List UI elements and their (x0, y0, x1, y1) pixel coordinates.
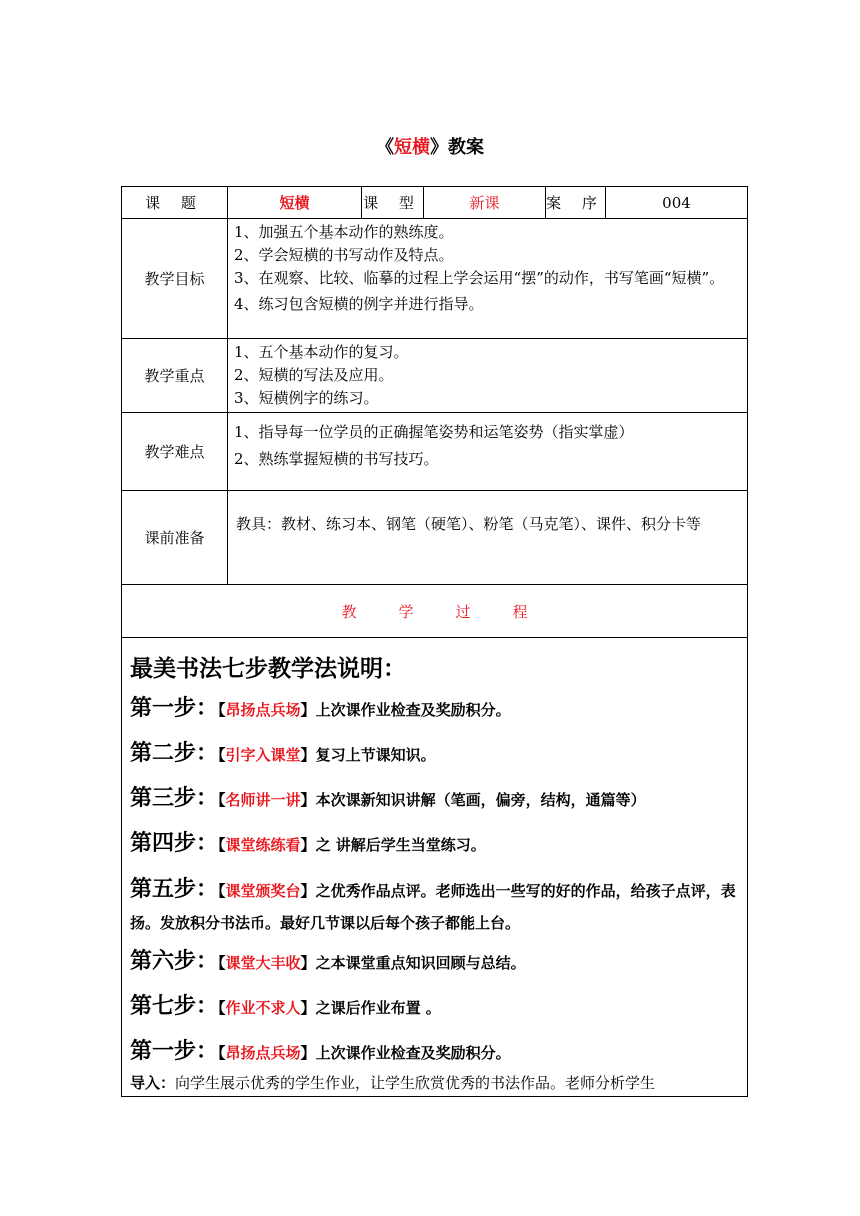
step-number: 第三步： (130, 786, 219, 811)
step-desc: 复习上节课知识。 (315, 746, 436, 764)
seq-value: 004 (606, 187, 748, 219)
objective-item: 3、在观察、比较、临摹的过程上学会运用“摆”的动作，书写笔画“短横”。 (234, 269, 725, 287)
bracket-close: 】 (300, 836, 316, 854)
step-number: 第二步： (130, 741, 219, 766)
type-label: 课 型 (362, 187, 424, 219)
step-number: 第一步： (130, 696, 219, 721)
objective-item: 2、学会短横的书写动作及特点。 (234, 246, 454, 264)
step-number: 第一步： (130, 1039, 219, 1064)
process-content (122, 638, 748, 1097)
step-number: 第五步： (130, 877, 219, 902)
objective-item: 1、加强五个基本动作的熟练度。 (234, 223, 454, 241)
topic-value: 短横 (228, 187, 362, 219)
method-title: 最美书法七步教学法说明： (130, 656, 406, 682)
keypoints-row (122, 339, 748, 413)
intro-paragraph (130, 1072, 739, 1094)
keypoint-item: 1、五个基本动作的复习。 (234, 343, 409, 361)
keypoint-item: 3、短横例字的练习。 (234, 389, 379, 407)
step-1 (130, 694, 739, 725)
step-6 (130, 947, 739, 978)
title-topic: 短横 (394, 137, 430, 158)
bracket-open: 【 (218, 791, 226, 809)
preparation-row (122, 491, 748, 585)
step-name: 名师讲一讲 (225, 791, 301, 809)
intro-label: 导入： (130, 1074, 176, 1092)
step-name: 昂扬点兵场 (225, 701, 301, 719)
title-suffix: 》教案 (430, 137, 484, 158)
difficulty-item: 2、熟练掌握短横的书写技巧。 (234, 450, 439, 468)
bracket-open: 【 (218, 701, 226, 719)
step-7 (130, 992, 739, 1023)
lesson-plan-table (121, 186, 748, 1097)
bracket-open: 【 (218, 1044, 226, 1062)
seq-label: 案 序 (546, 187, 606, 219)
step-name: 作业不求人 (225, 999, 301, 1017)
step-desc: 上次课作业检查及奖励积分。 (315, 701, 511, 719)
step-name: 昂扬点兵场 (225, 1044, 301, 1062)
step-name: 引字入课堂 (225, 746, 301, 764)
step-number: 第六步： (130, 949, 219, 974)
step-number: 第四步： (130, 831, 219, 856)
keypoints-list (228, 339, 748, 413)
keypoints-label: 教学重点 (122, 339, 228, 413)
objectives-row (122, 219, 748, 339)
bracket-close: 】 (300, 999, 316, 1017)
difficulty-item: 1、指导每一位学员的正确握笔姿势和运笔姿势（指实掌虚） (234, 423, 634, 441)
objectives-list (228, 219, 748, 339)
step-number: 第七步： (130, 994, 219, 1019)
process-heading-row (122, 585, 748, 638)
step-desc: 之 讲解后学生当堂练习。 (315, 836, 486, 854)
step-desc: 之本课堂重点知识回顾与总结。 (315, 954, 526, 972)
intro-text: 向学生展示优秀的学生作业，让学生欣赏优秀的书法作品。老师分析学生 (175, 1074, 656, 1092)
difficulties-list (228, 413, 748, 491)
objective-item: 4、练习包含短横的例字并进行指导。 (234, 295, 484, 313)
page-title (0, 133, 860, 159)
step-desc: 上次课作业检查及奖励积分。 (315, 1044, 511, 1062)
step-name: 课堂练练看 (225, 836, 301, 854)
topic-label: 课 题 (122, 187, 228, 219)
bracket-close: 】 (300, 882, 316, 900)
process-row (122, 638, 748, 1097)
preparation-text: 教具：教材、练习本、钢笔（硬笔）、粉笔（马克笔）、课件、积分卡等 (228, 491, 748, 585)
difficulties-label: 教学难点 (122, 413, 228, 491)
bracket-open: 【 (218, 836, 226, 854)
step-name: 课堂颁奖台 (225, 882, 301, 900)
bracket-close: 】 (300, 701, 316, 719)
step-4 (130, 829, 739, 860)
step-name: 课堂大丰收 (225, 954, 301, 972)
difficulties-row (122, 413, 748, 491)
bracket-open: 【 (218, 746, 226, 764)
bracket-open: 【 (218, 954, 226, 972)
bracket-close: 】 (300, 746, 316, 764)
step-3 (130, 784, 739, 815)
bracket-open: 【 (218, 999, 226, 1017)
bracket-close: 】 (300, 954, 316, 972)
info-row (122, 187, 748, 219)
process-heading: 教学过程 (122, 585, 748, 638)
step-desc: 本次课新知识讲解（笔画，偏旁，结构，通篇等） (315, 791, 646, 809)
step-2 (130, 739, 739, 770)
step-desc: 之优秀作品点评。老师选出一些写的好的作品，给孩子点评，表扬。发放积分书法币。最好几节课以后每个孩子都能上台。 (130, 882, 736, 932)
bracket-open: 【 (218, 882, 226, 900)
bracket-close: 】 (300, 791, 316, 809)
step-1-detail (130, 1037, 739, 1068)
bracket-close: 】 (300, 1044, 316, 1062)
step-desc: 之课后作业布置 。 (315, 999, 441, 1017)
step-5 (130, 874, 739, 939)
title-prefix: 《 (376, 137, 394, 158)
objectives-label: 教学目标 (122, 219, 228, 339)
preparation-label: 课前准备 (122, 491, 228, 585)
type-value: 新课 (424, 187, 546, 219)
keypoint-item: 2、短横的写法及应用。 (234, 366, 394, 384)
